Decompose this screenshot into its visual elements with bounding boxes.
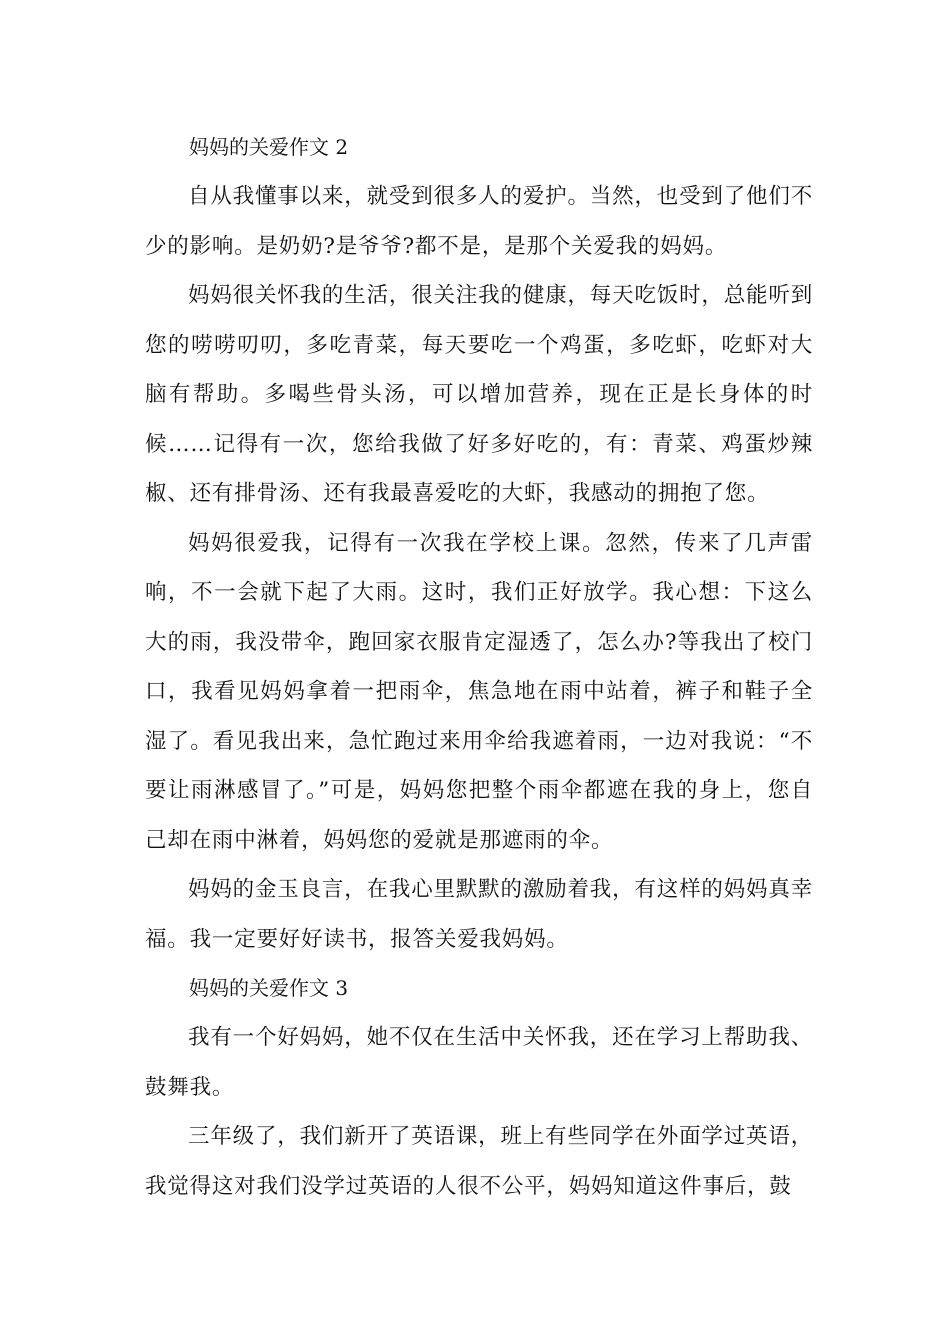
essay-title-2: 妈妈的关爱作文 2 — [189, 135, 349, 159]
paragraph: 妈妈的金玉良言，在我心里默默的激励着我，有这样的妈妈真幸福。我一定要好好读书，报答关爱我妈妈。 — [145, 877, 813, 952]
essay-title-3: 妈妈的关爱作文 3 — [189, 976, 349, 1000]
paragraph: 自从我懂事以来，就受到很多人的爱护。当然，也受到了他们不少的影响。是奶奶?是爷爷?都不是，是那个关爱我的妈妈。 — [145, 184, 813, 259]
paragraph: 我有一个好妈妈，她不仅在生活中关怀我，还在学习上帮助我、鼓舞我。 — [145, 1025, 813, 1100]
document-body — [145, 123, 813, 1211]
paragraph: 妈妈很关怀我的生活，很关注我的健康，每天吃饭时，总能听到您的唠唠叨叨，多吃青菜，每天要吃一个鸡蛋，多吃虾，吃虾对大脑有帮助。多喝些骨头汤，可以增加营养，现在正是长身体的时候……记得有一次，您给我做了好多好吃的，有：青菜、鸡蛋炒辣椒、还有排骨汤、还有我最喜爱吃的大虾，我感动的拥抱了您。 — [145, 283, 813, 506]
paragraph: 妈妈很爱我，记得有一次我在学校上课。忽然，传来了几声雷响，不一会就下起了大雨。这时，我们正好放学。我心想：下这么大的雨，我没带伞，跑回家衣服肯定湿透了，怎么办?等我出了校门口，我看见妈妈拿着一把雨伞，焦急地在雨中站着，裤子和鞋子全湿了。看见我出来，急忙跑过来用伞给我遮着雨，一边对我说：“不要让雨淋感冒了。”可是，妈妈您把整个雨伞都遮在我的身上，您自己却在雨中淋着，妈妈您的爱就是那遮雨的伞。 — [145, 530, 813, 853]
paragraph: 三年级了，我们新开了英语课，班上有些同学在外面学过英语，我觉得这对我们没学过英语的人很不公平，妈妈知道这件事后，鼓 — [145, 1124, 813, 1199]
